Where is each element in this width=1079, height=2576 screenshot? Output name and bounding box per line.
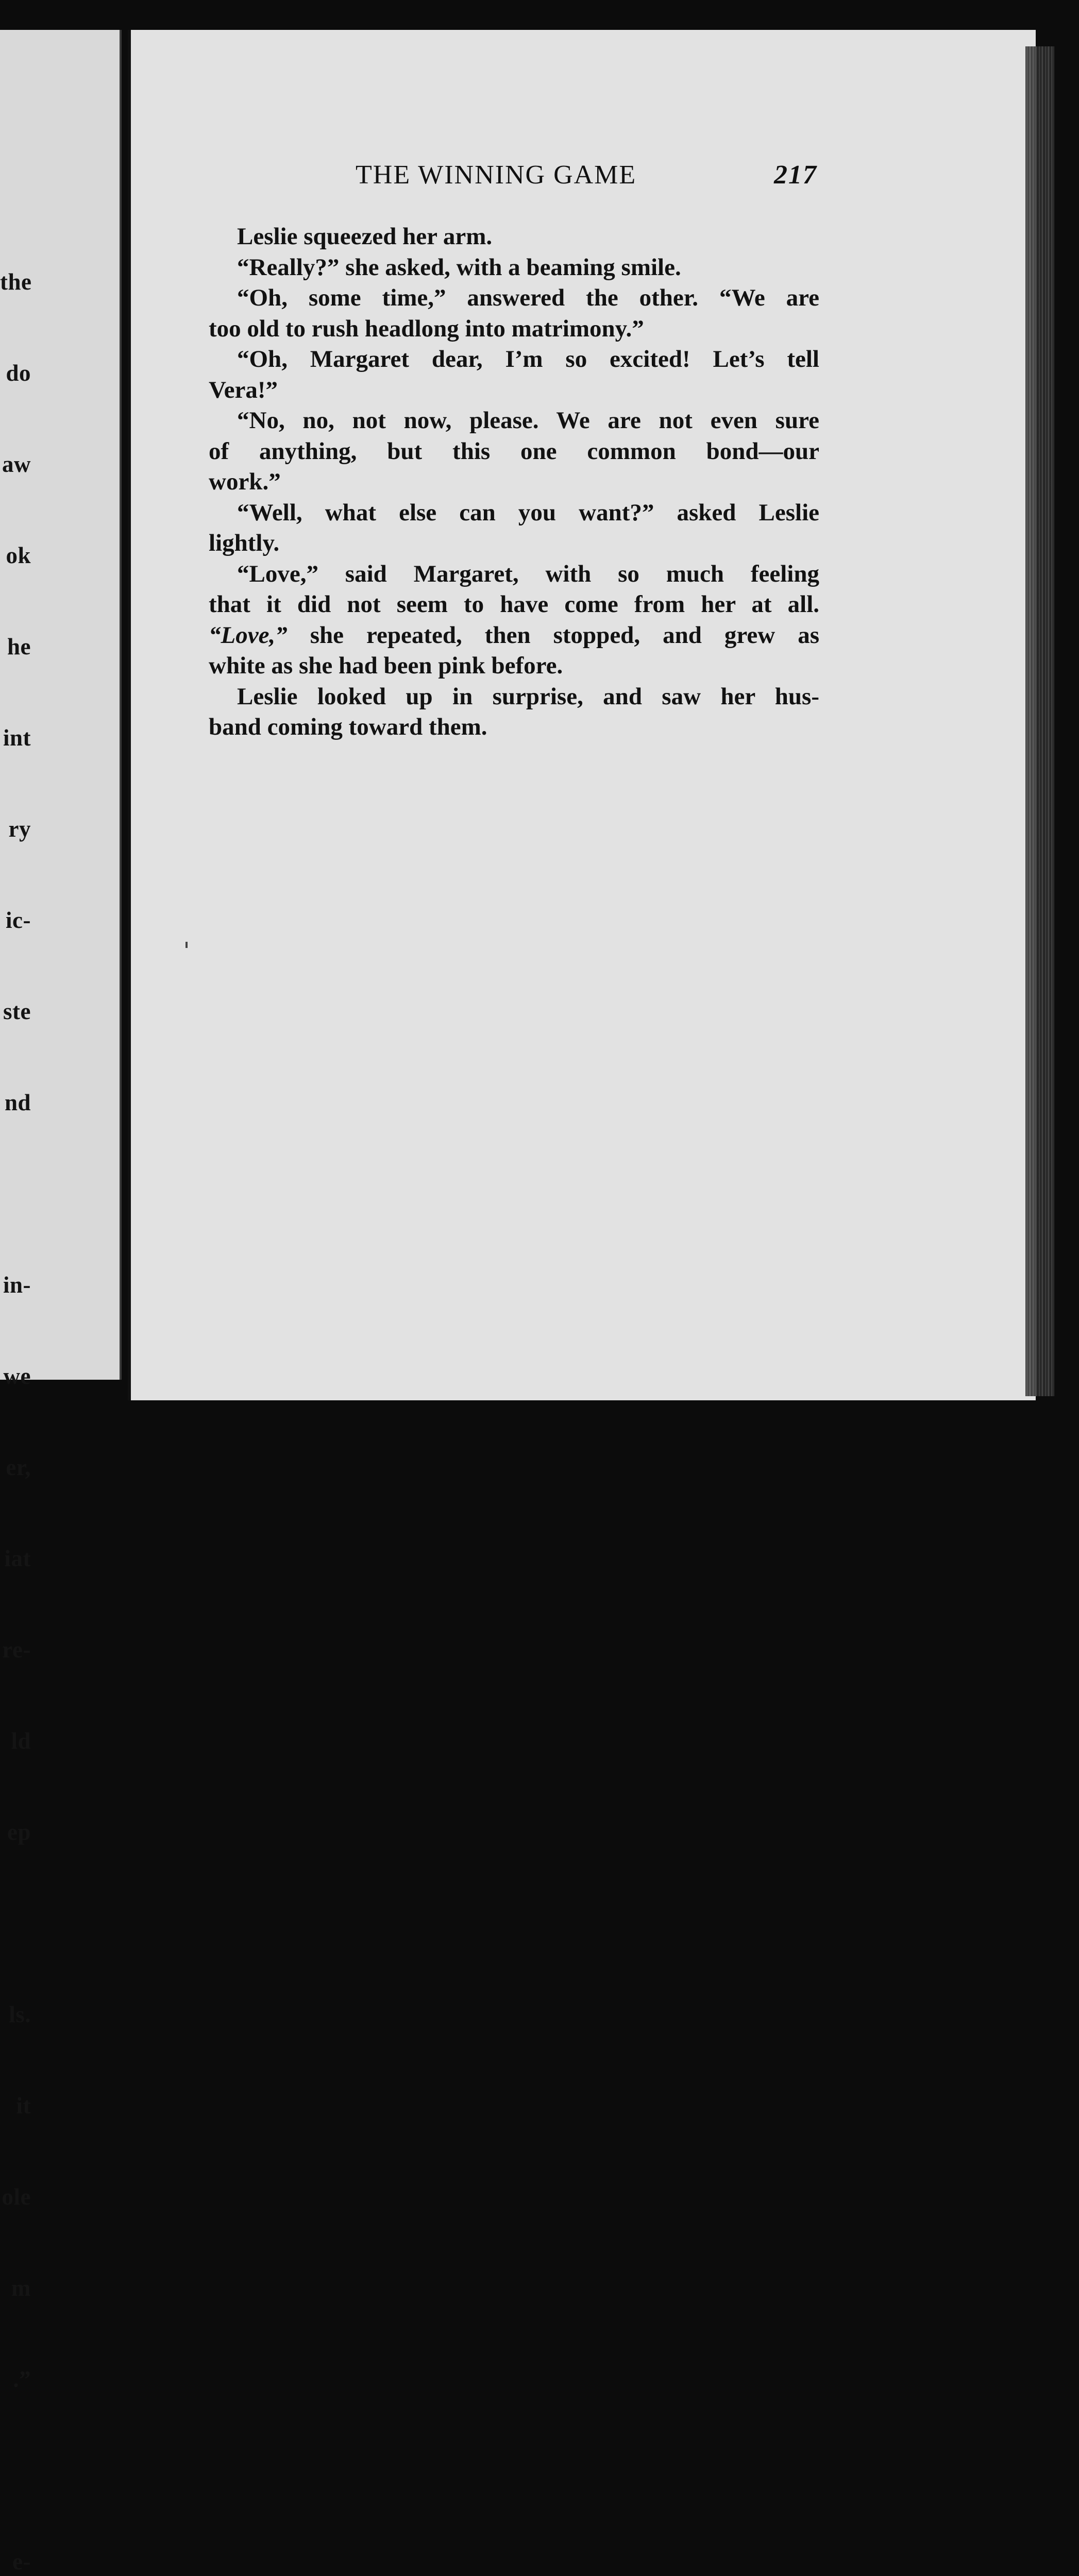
left-page-text-fragment xyxy=(0,206,31,2576)
left-line: nd xyxy=(4,1090,31,1115)
left-line: int xyxy=(3,725,31,751)
text-line: of anything, but this one common bond—our xyxy=(209,437,819,465)
left-line: ok xyxy=(6,543,31,568)
text-line: “Really?” she asked, with a beaming smile. xyxy=(237,253,681,281)
page-number: 217 xyxy=(774,160,817,190)
left-line: in- xyxy=(3,1272,31,1298)
text-line: “Oh, Margaret dear, I’m so excited! Let’s tell xyxy=(237,346,819,372)
text-line xyxy=(209,620,819,651)
left-line: we xyxy=(3,1363,31,1389)
page-header xyxy=(356,160,819,196)
running-title: THE WINNING GAME xyxy=(356,160,637,190)
text-line: work.” xyxy=(209,468,281,495)
left-line: .” xyxy=(13,2366,31,2392)
left-line: ic- xyxy=(6,907,31,933)
text-line: Leslie looked up in surprise, and saw her hus- xyxy=(237,683,819,710)
text-line: “Love,” said Margaret, with so much feeling xyxy=(237,560,819,587)
left-line: ste xyxy=(3,998,31,1024)
scan-speck xyxy=(186,942,188,948)
left-line: he xyxy=(7,634,31,659)
italic-word: “Love,” xyxy=(209,621,288,649)
text-line: lightly. xyxy=(209,530,280,556)
left-line xyxy=(0,1908,31,1939)
text-line: “Oh, some time,” answered the other. “We are xyxy=(237,284,819,311)
text-line: white as she had been pink before. xyxy=(209,652,563,679)
left-line: re- xyxy=(2,1637,31,1663)
left-line: ole xyxy=(2,2184,31,2210)
left-line: aw xyxy=(2,451,31,477)
left-line: ep xyxy=(7,1819,31,1845)
text-line: “Well, what else can you want?” asked Leslie xyxy=(237,499,819,526)
left-line xyxy=(0,2455,31,2486)
text-line: Leslie squeezed her arm. xyxy=(237,223,493,250)
text-line: “No, no, not now, please. We are not even sure xyxy=(237,407,819,434)
text-line: Vera!” xyxy=(209,376,278,403)
left-line: e- xyxy=(12,2549,31,2574)
page-body xyxy=(209,222,819,743)
left-line: m xyxy=(11,2275,31,2301)
left-page-fragment xyxy=(0,30,122,2574)
left-line: it xyxy=(16,2093,31,2119)
left-line: iat xyxy=(4,1546,31,1571)
text-line: that it did not seem to have come from her at all. xyxy=(209,591,819,618)
text-line: too old to rush headlong into matrimony.” xyxy=(209,315,644,342)
text-fragment: she repeated, then stopped, and grew as xyxy=(287,621,819,649)
left-line: the xyxy=(0,269,32,295)
left-line xyxy=(0,1179,31,1209)
left-line: ld xyxy=(11,1728,31,1754)
page-edge-texture xyxy=(1025,46,1054,1396)
left-line: do xyxy=(6,360,31,386)
left-line: ls. xyxy=(9,2002,31,2027)
left-line: er, xyxy=(6,1454,31,1480)
text-line: band coming toward them. xyxy=(209,714,487,740)
left-line: ry xyxy=(8,816,31,842)
